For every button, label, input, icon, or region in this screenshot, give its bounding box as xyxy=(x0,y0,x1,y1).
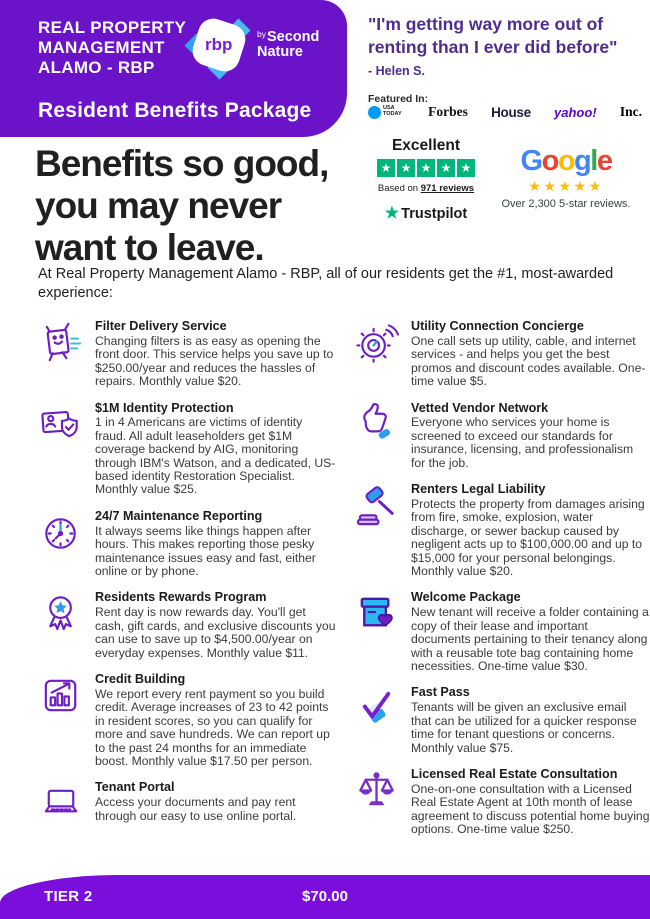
trustpilot-star-icon xyxy=(397,159,415,177)
benefit-description: Tenants will be given an exclusive email that can be utilized for a quicker response time for tenant questions or concerns. Monthly value $75. xyxy=(411,700,637,755)
benefit-title: Credit Building xyxy=(95,671,186,686)
benefit-description: Access your documents and pay rent through our easy to use online portal. xyxy=(95,795,297,823)
gavel-icon xyxy=(352,483,402,533)
identity-protection-icon xyxy=(36,402,86,452)
benefit-maintenance-reporting xyxy=(36,510,336,579)
benefit-fast-pass xyxy=(352,686,650,755)
benefit-vendor-network xyxy=(352,402,650,471)
google-rating xyxy=(490,147,642,210)
benefit-title: Welcome Package xyxy=(411,590,521,605)
rbp-logo-text: rbp xyxy=(205,34,233,54)
benefit-description: It always seems like things happen after hours. This makes reporting those pesky maintenance issues easy and fast, either online or by phone. xyxy=(95,523,316,579)
credit-chart-icon xyxy=(36,673,86,723)
benefit-description: We report every rent payment so you build credit. Average increases of 23 to 42 points in resident scores, so you can qualify for more and save hundreds. We can report up to the past 24 months for an immediate boost. Monthly value $17.50 per person. xyxy=(95,686,330,768)
filter-delivery-icon xyxy=(36,320,86,370)
rbp-badge-icon xyxy=(190,16,248,74)
benefit-title: Residents Rewards Program xyxy=(95,590,267,605)
benefit-utility-concierge xyxy=(352,320,650,389)
testimonial-quote: "I'm getting way more out of renting than I ever did before" xyxy=(368,14,618,57)
header-banner xyxy=(0,0,347,137)
yahoo-logo: yahoo! xyxy=(554,104,597,120)
benefits-grid xyxy=(36,320,650,836)
forbes-logo: Forbes xyxy=(428,104,468,119)
utility-dial-icon xyxy=(352,320,402,370)
intro-paragraph: At Real Property Management Alamo - RBP, all of our residents get the #1, most-awarded experience: xyxy=(38,266,614,302)
house-logo: House xyxy=(491,104,531,120)
benefit-title: Fast Pass xyxy=(411,685,470,700)
usa-today-circle-icon xyxy=(368,106,381,119)
benefit-identity-protection xyxy=(36,402,336,497)
testimonial-attribution: - Helen S. xyxy=(368,64,425,78)
benefit-title: Tenant Portal xyxy=(95,780,175,795)
google-review-count: Over 2,300 5-star reviews. xyxy=(501,198,631,210)
tenant-portal-laptop-icon xyxy=(36,781,86,831)
benefit-description: One call sets up utility, cable, and internet services - and helps you get the best promos and discount codes available. One-time value $5. xyxy=(411,333,646,389)
benefit-legal-liability xyxy=(352,483,650,578)
maintenance-clock-icon xyxy=(36,510,86,560)
benefits-left-column xyxy=(36,320,336,836)
google-stars-icon: ★★★★★ xyxy=(528,178,604,194)
benefit-real-estate-consultation xyxy=(352,768,650,837)
tier-label: TIER 2 xyxy=(44,888,93,905)
benefit-filter-delivery xyxy=(36,320,336,389)
thumbs-up-icon xyxy=(352,402,402,452)
benefit-description: Changing filters is as easy as opening the front door. This service helps you save up to $250.00/year and reduces the hassles of repairs. Monthly value $20. xyxy=(95,333,334,389)
press-logos xyxy=(368,104,642,120)
trustpilot-star-icon xyxy=(437,159,455,177)
benefit-description: 1 in 4 Americans are victims of identity fraud. All adult leaseholders get $1M coverage backend by AIG, monitoring through IBM's Watson, and a dedicated, US-based identity Restoration Specialist. Monthly value $25. xyxy=(95,415,336,497)
benefit-title: Filter Delivery Service xyxy=(95,319,227,333)
scales-icon xyxy=(352,768,402,818)
benefit-description: One-on-one consultation with a Licensed Real Estate Agent at 10th month of lease agreement to discuss potential home buying options. One-time value $250. xyxy=(411,781,650,837)
rewards-ribbon-icon xyxy=(36,591,86,641)
headline: Benefits so good, you may never want to leave. xyxy=(35,143,329,268)
tier-price: $70.00 xyxy=(302,888,348,905)
trustpilot-rating-label: Excellent xyxy=(391,137,461,154)
benefits-right-column xyxy=(352,320,650,836)
inc-logo: Inc. xyxy=(619,104,642,119)
trustpilot-star-icon xyxy=(377,159,395,177)
featured-in-label: Featured In: xyxy=(368,93,429,105)
second-nature-wordmark: $^{by}$Second Nature xyxy=(257,29,320,60)
benefit-title: 24/7 Maintenance Reporting xyxy=(95,508,263,523)
benefit-description: Rent day is now rewards day. You'll get cash, gift cards, and exclusive discounts you can use to save up to $4,500.00/year on everyday expenses. Monthly value $11. xyxy=(95,605,336,660)
benefit-title: Utility Connection Concierge xyxy=(411,319,584,333)
benefit-title: Renters Legal Liability xyxy=(411,482,546,497)
welcome-box-icon xyxy=(352,591,402,641)
benefit-welcome-package xyxy=(352,591,650,673)
company-name: REAL PROPERTY MANAGEMENT ALAMO - RBP xyxy=(38,18,186,78)
benefit-title: Vetted Vendor Network xyxy=(411,400,549,415)
usa-today-logo: USA TODAY xyxy=(368,106,405,119)
trustpilot-rating xyxy=(370,137,482,223)
trustpilot-review-count: Based on 971 reviews xyxy=(377,183,475,194)
benefit-description: Everyone who services your home is screened to exceed our standards for insurance, licensing, and professionalism for the job. xyxy=(411,415,634,470)
trustpilot-logo-star-icon xyxy=(385,205,399,222)
trustpilot-stars xyxy=(370,159,482,177)
benefit-title: $1M Identity Protection xyxy=(95,400,234,415)
google-wordmark: Google xyxy=(520,145,612,177)
package-title: Resident Benefits Package xyxy=(38,99,312,122)
benefit-description: Protects the property from damages arising from fire, smoke, explosion, water discharge, or sewer backup caused by negligent acts up to $100,000.00 and up to $15,000 for your personal belongings. Monthly value $20. xyxy=(411,496,645,579)
trustpilot-star-icon xyxy=(457,159,475,177)
rbp-second-nature-logo xyxy=(190,16,319,74)
tier-footer-bar xyxy=(0,875,650,919)
benefit-tenant-portal xyxy=(36,781,336,831)
benefit-rewards-program xyxy=(36,591,336,660)
benefit-description: New tenant will receive a folder containing a copy of their lease and important documents pertaining to their tenancy along with a reusable tote bag containing home necessities. One-time value $30. xyxy=(411,605,649,673)
benefit-title: Licensed Real Estate Consultation xyxy=(411,766,618,781)
trustpilot-wordmark: ★ Trustpilot xyxy=(370,203,482,223)
benefit-credit-building xyxy=(36,673,336,768)
trustpilot-star-icon xyxy=(417,159,435,177)
fast-pass-check-icon xyxy=(352,686,402,736)
